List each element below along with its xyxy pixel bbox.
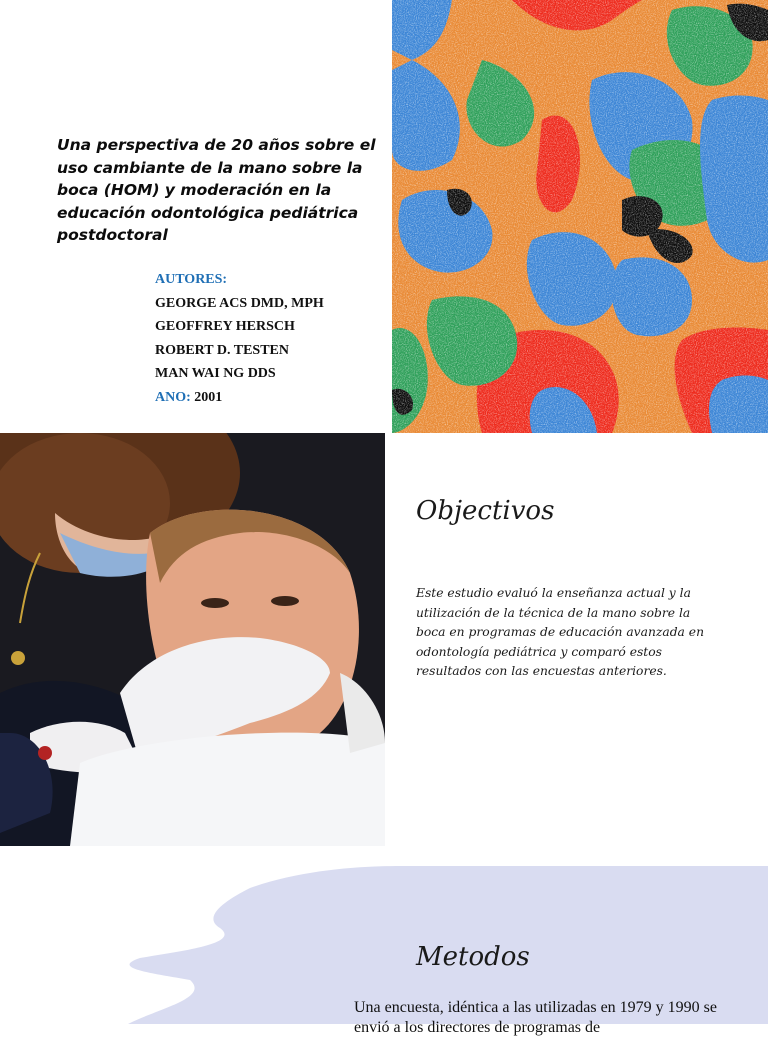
year-label: ANO:: [155, 389, 191, 405]
abstract-pattern-image: [392, 0, 768, 433]
document-title: Una perspectiva de 20 años sobre el uso cambiante de la mano sobre la boca (HOM) y moderación en la educación odontológica pediátrica postdoctoral: [57, 136, 376, 244]
authors-block: [155, 268, 324, 409]
methods-text: Una encuesta, idéntica a las utilizadas en 1979 y 1990 se envió a los directores de programas de: [354, 999, 717, 1036]
author-name: MAN WAI NG DDS: [155, 366, 276, 381]
year-row: [155, 386, 324, 410]
author-name: GEOFFREY HERSCH: [155, 319, 295, 334]
objectives-heading: Objectivos: [416, 496, 555, 526]
objectives-text: Este estudio evaluó la enseñanza actual y la utilización de la técnica de la mano sobre la boca en programas de educación avanzada en odontología pediátrica y comparó estos resultados con las encuestas anteriores.: [416, 586, 704, 678]
author-name: GEORGE ACS DMD, MPH: [155, 295, 324, 311]
dental-photo: [0, 433, 385, 846]
methods-heading: Metodos: [416, 942, 530, 972]
year-value: 2001: [194, 389, 223, 405]
authors-label: AUTORES:: [155, 272, 228, 287]
author-name: ROBERT D. TESTEN: [155, 342, 289, 358]
